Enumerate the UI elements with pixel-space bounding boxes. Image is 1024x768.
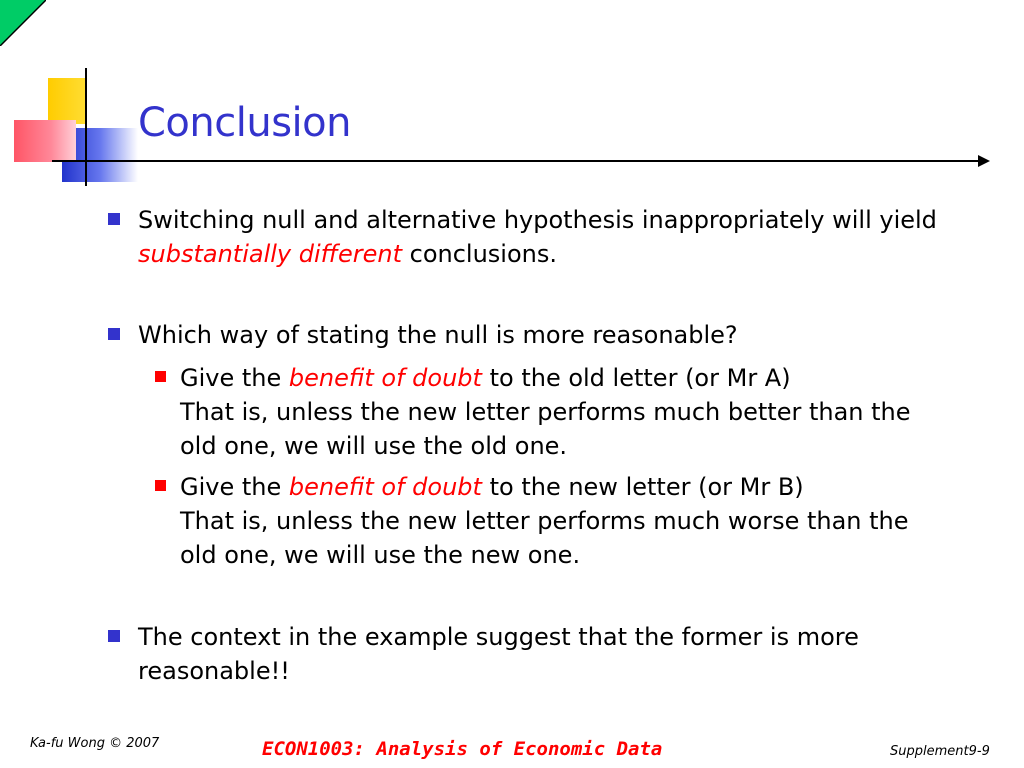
sub-bullet-marker: [155, 371, 166, 382]
title-underline-arrowhead: [978, 155, 990, 167]
footer-author: Ka-fu Wong © 2007: [30, 736, 160, 751]
bullet-marker: [108, 630, 120, 642]
bullet-marker: [108, 328, 120, 340]
sub-bullet-1-line2: That is, unless the new letter performs much better than the: [180, 398, 911, 426]
sub-bullet-1-text: [180, 361, 980, 463]
bullet-2-text: Which way of stating the null is more reasonable?: [138, 321, 738, 349]
bullet-3-text: [138, 620, 978, 688]
slide-title: Conclusion: [138, 100, 351, 146]
sub-bullet-1-line3: old one, we will use the old one.: [180, 432, 568, 460]
sub-bullet-2-line3: old one, we will use the new one.: [180, 541, 581, 569]
sub-bullet-1-pre: Give the: [180, 364, 282, 392]
sub-bullet-2-line2: That is, unless the new letter performs much worse than the: [180, 507, 909, 535]
slide-logo-blocks: [0, 66, 140, 190]
sub-bullet-2-pre: Give the: [180, 473, 282, 501]
sub-bullet-2-emphasis: benefit of doubt: [288, 473, 482, 501]
bullet-3-line1: The context in the example suggest that the former is more: [138, 623, 859, 651]
bullet-1-tail: conclusions.: [409, 240, 557, 268]
sub-bullet-2-post: to the new letter (or Mr B): [489, 473, 804, 501]
bullet-marker: [108, 213, 120, 225]
bullet-3-line2: reasonable!!: [138, 657, 290, 685]
sub-bullet-2-text: [180, 470, 980, 572]
title-underline: [52, 160, 982, 162]
sub-bullet-marker: [155, 480, 166, 491]
sub-bullet-1-emphasis: benefit of doubt: [288, 364, 482, 392]
bullet-1-line1: Switching null and alternative hypothesis inappropriately will yield: [138, 206, 937, 234]
footer-course: ECON1003: Analysis of Economic Data: [262, 738, 663, 760]
footer-slide-number: Supplement9-9: [890, 744, 990, 759]
bullet-1-emphasis: substantially different: [138, 240, 402, 268]
corner-decoration: [0, 0, 46, 46]
bullet-1-text: [138, 203, 978, 271]
sub-bullet-1-post: to the old letter (or Mr A): [489, 364, 791, 392]
